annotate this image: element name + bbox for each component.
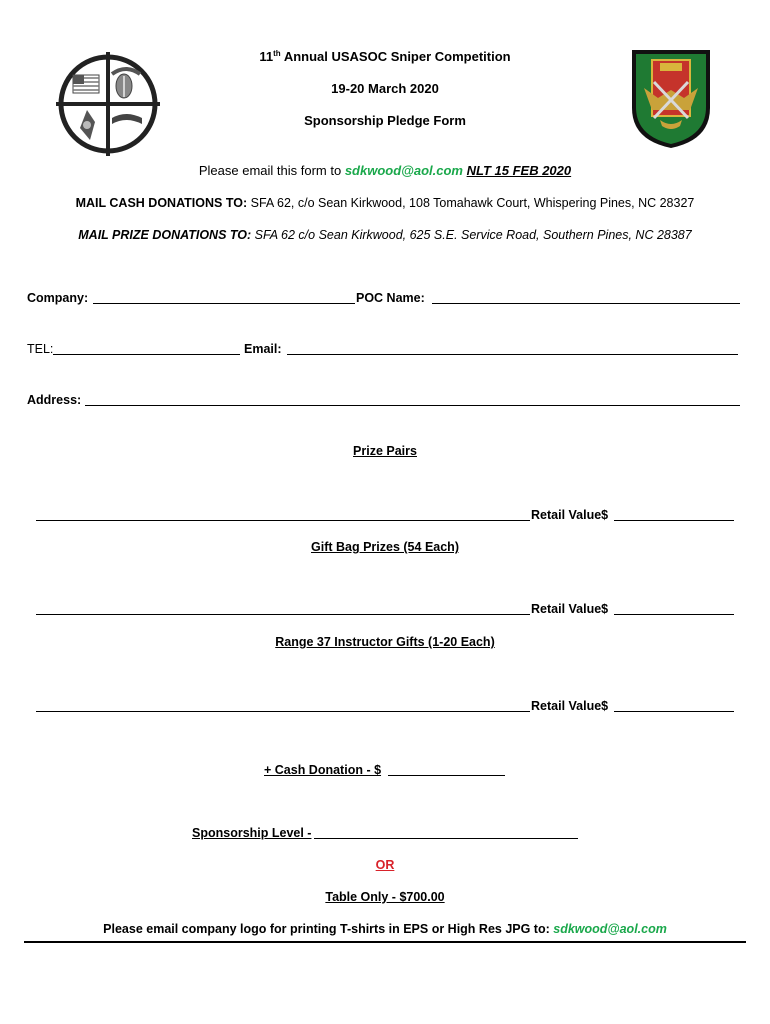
- address-field[interactable]: [85, 405, 740, 406]
- crosshair-logo-icon: [56, 52, 160, 156]
- deadline: NLT 15 FEB 2020: [466, 163, 572, 178]
- email-field[interactable]: [287, 354, 738, 355]
- table-only-option: Table Only - $700.00: [325, 890, 445, 904]
- gift-bag-description-field[interactable]: [36, 614, 530, 615]
- email-instruction: Please email this form to sdkwood@aol.com NLT 15 FEB 2020: [198, 163, 572, 178]
- event-dates: 19-20 March 2020: [331, 81, 439, 96]
- prize-pair-description-field[interactable]: [36, 520, 530, 521]
- range37-value-field[interactable]: [614, 711, 734, 712]
- retail-value-label: Retail Value$: [531, 508, 609, 522]
- logo-note: Please email company logo for printing T-shirts in EPS or High Res JPG to: sdkwood@aol.com: [103, 922, 667, 936]
- sponsorship-level-label: Sponsorship Level -: [192, 826, 312, 840]
- retail-value-label: Retail Value$: [531, 602, 609, 616]
- retail-value-label: Retail Value$: [531, 699, 609, 713]
- bottom-divider: [24, 941, 746, 943]
- form-name: Sponsorship Pledge Form: [304, 113, 466, 128]
- page-title: 11th Annual USASOC Sniper Competition: [259, 49, 511, 64]
- or-separator: OR: [375, 858, 395, 872]
- contact-email-link[interactable]: sdkwood@aol.com: [344, 163, 463, 178]
- email-label: Email:: [244, 342, 282, 356]
- tel-label: TEL:: [27, 342, 54, 356]
- prize-pairs-heading: Prize Pairs: [353, 444, 417, 458]
- prize-donation-address: MAIL PRIZE DONATIONS TO: SFA 62 c/o Sean Kirkwood, 625 S.E. Service Road, Southern Pines, NC 28387: [78, 228, 692, 242]
- company-field[interactable]: [93, 303, 355, 304]
- cash-donation-label: + Cash Donation - $: [264, 763, 382, 777]
- range37-heading: Range 37 Instructor Gifts (1-20 Each): [275, 635, 495, 649]
- address-label: Address:: [27, 393, 82, 407]
- cash-donation-address: MAIL CASH DONATIONS TO: SFA 62, c/o Sean Kirkwood, 108 Tomahawk Court, Whispering Pines, NC 28327: [75, 196, 695, 210]
- gift-bag-heading: Gift Bag Prizes (54 Each): [311, 540, 459, 554]
- range37-description-field[interactable]: [36, 711, 530, 712]
- tel-field[interactable]: [53, 354, 240, 355]
- prize-pair-value-field[interactable]: [614, 520, 734, 521]
- poc-name-field[interactable]: [432, 303, 740, 304]
- gift-bag-value-field[interactable]: [614, 614, 734, 615]
- sponsorship-level-field[interactable]: [314, 838, 578, 839]
- company-label: Company:: [27, 291, 89, 305]
- cash-donation-field[interactable]: [388, 775, 505, 776]
- poc-label: POC Name:: [356, 291, 425, 305]
- logo-email-link[interactable]: sdkwood@aol.com: [553, 922, 667, 936]
